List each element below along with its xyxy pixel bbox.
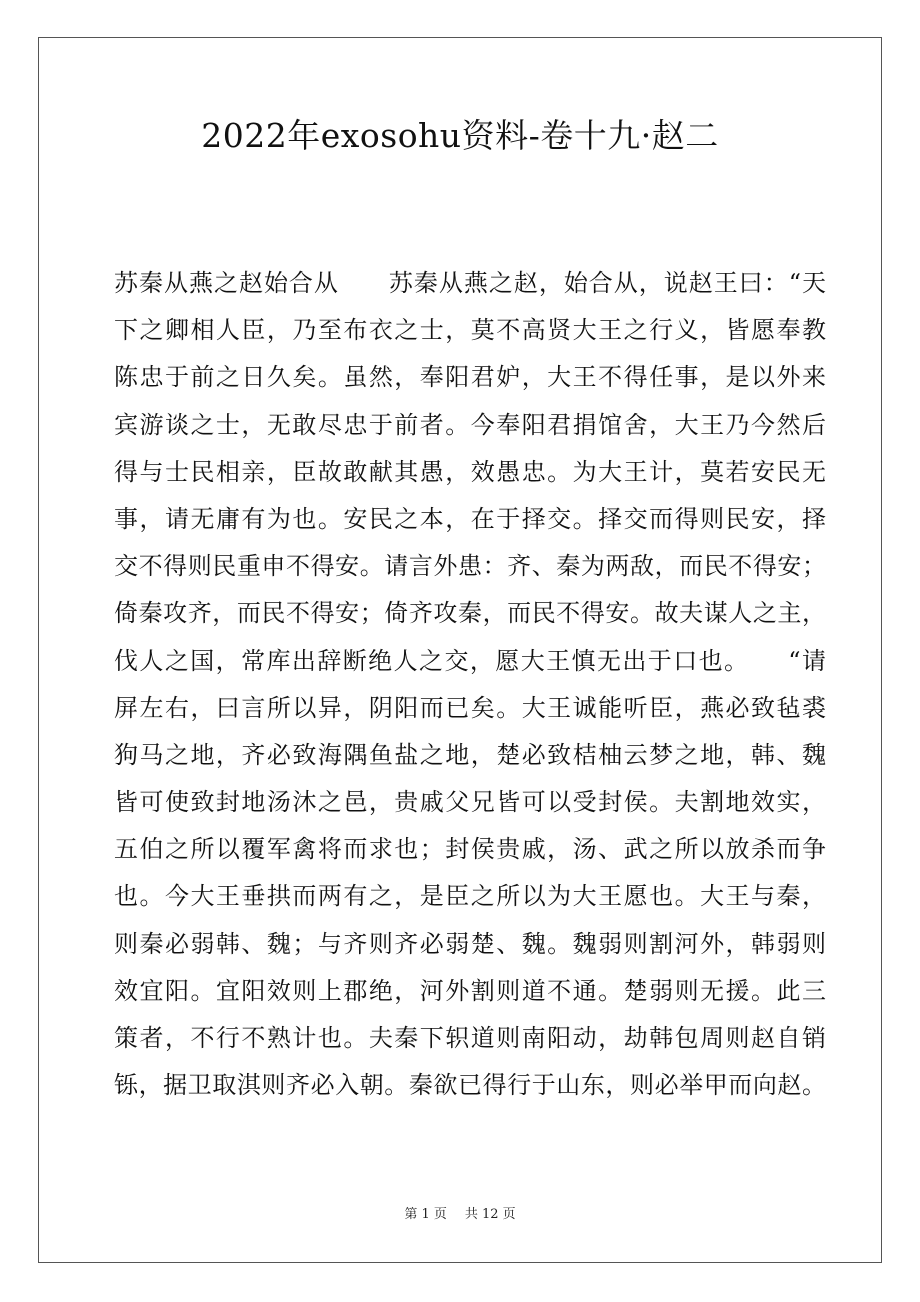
body-line: 交不得则民重申不得安。请言外患：齐、秦为两敌，而民不得安； bbox=[114, 552, 826, 581]
body-line: 事，请无庸有为也。安民之本，在于择交。择交而得则民安，择 bbox=[114, 504, 826, 533]
body-line: 狗马之地，齐必致海隅鱼盐之地，楚必致桔柚云梦之地，韩、魏 bbox=[114, 740, 826, 769]
body-line: 宾游谈之士，无敢尽忠于前者。今奉阳君捐馆舍，大王乃今然后 bbox=[114, 410, 826, 439]
body-line: 效宜阳。宜阳效则上郡绝，河外割则道不通。楚弱则无援。此三 bbox=[114, 976, 826, 1005]
body-line: 五伯之所以覆军禽将而求也；封侯贵戚，汤、武之所以放杀而争 bbox=[114, 835, 826, 864]
body-line: 得与士民相亲，臣故敢献其愚，效愚忠。为大王计，莫若安民无 bbox=[114, 457, 826, 486]
page-total: 共 12 页 bbox=[464, 1207, 516, 1222]
body-line: 伐人之国，常库出辞断绝人之交，愿大王慎无出于口也。 “请 bbox=[114, 646, 826, 675]
page-number: 第 1 页 bbox=[404, 1207, 447, 1222]
document-body bbox=[114, 260, 826, 1109]
body-line: 皆可使致封地汤沐之邑，贵戚父兄皆可以受封侯。夫割地效实， bbox=[114, 788, 826, 817]
document-title: 2022年exosohu资料-卷十九·赵二 bbox=[201, 116, 719, 155]
body-line: 也。今大王垂拱而两有之，是臣之所以为大王愿也。大王与秦， bbox=[114, 882, 826, 911]
body-line: 铄，据卫取淇则齐必入朝。秦欲已得行于山东，则必举甲而向赵。 bbox=[114, 1071, 826, 1100]
body-line: 苏秦从燕之赵始合从 苏秦从燕之赵，始合从，说赵王曰：“天 bbox=[114, 269, 826, 297]
body-line: 倚秦攻齐，而民不得安；倚齐攻秦，而民不得安。故夫谋人之主， bbox=[114, 599, 826, 628]
page-footer bbox=[0, 1205, 920, 1225]
body-line: 下之卿相人臣，乃至布衣之士，莫不高贤大王之行义，皆愿奉教 bbox=[114, 316, 826, 345]
body-line: 屏左右，曰言所以异，阴阳而已矣。大王诚能听臣，燕必致毡裘 bbox=[114, 693, 826, 722]
body-line: 陈忠于前之日久矣。虽然，奉阳君妒，大王不得任事，是以外来 bbox=[114, 363, 826, 392]
body-line: 策者，不行不熟计也。夫秦下轵道则南阳动，劫韩包周则赵自销 bbox=[114, 1024, 826, 1052]
body-line: 则秦必弱韩、魏；与齐则齐必弱楚、魏。魏弱则割河外，韩弱则 bbox=[114, 929, 826, 958]
